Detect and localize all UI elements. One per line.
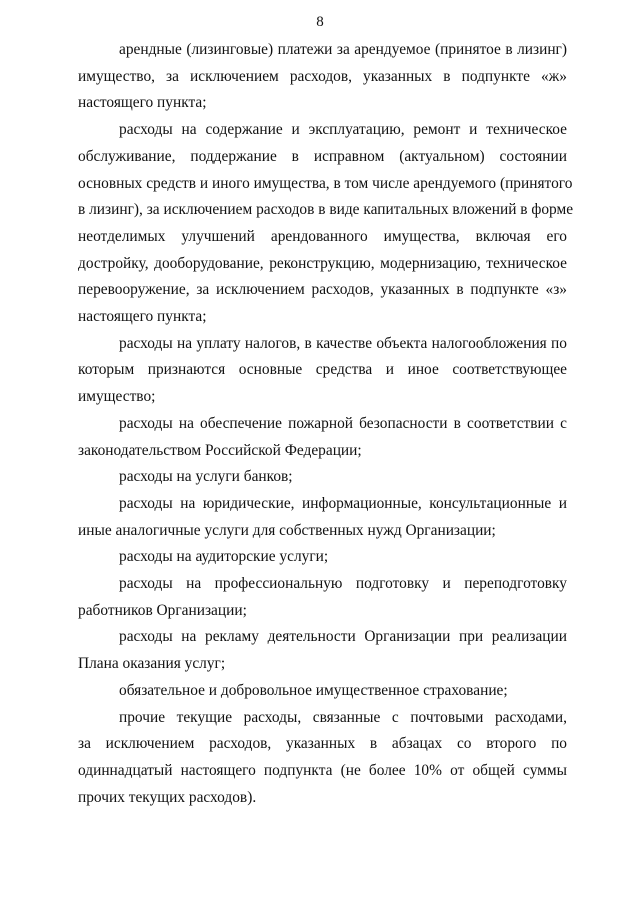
text-line: расходы на юридические, информационные, консультационные и <box>119 494 567 512</box>
text-line: расходы на обеспечение пожарной безопасности в соответствии с <box>119 414 567 432</box>
paragraph <box>78 411 567 464</box>
text-line: одиннадцатый настоящего подпункта (не более 10% от общей суммы <box>78 761 567 779</box>
text-line: которым признаются основные средства и иное соответствующее <box>78 361 567 379</box>
paragraph <box>78 37 567 117</box>
paragraph <box>78 678 567 705</box>
document-body <box>78 37 574 811</box>
text-line: расходы на содержание и эксплуатацию, ремонт и техническое <box>119 121 567 139</box>
text-line: законодательством Российской Федерации; <box>78 441 362 459</box>
text-line: расходы на уплату налогов, в качестве объекта налогообложения по <box>119 334 567 352</box>
text-line: перевооружение, за исключением расходов, указанных в подпункте «з» <box>78 281 567 299</box>
text-line: расходы на профессиональную подготовку и переподготовку <box>119 575 567 593</box>
paragraph <box>78 491 567 544</box>
text-line: обслуживание, поддержание в исправном (актуальном) состоянии <box>78 147 567 165</box>
paragraph <box>78 624 567 677</box>
text-line: за исключением расходов, указанных в абзацах со второго по <box>78 735 567 753</box>
paragraph <box>78 117 574 331</box>
text-line: расходы на услуги банков; <box>119 468 293 486</box>
text-line: основных средств и иного имущества, в том числе арендуемого (принятого <box>78 174 573 192</box>
paragraph <box>78 705 567 812</box>
text-line: арендные (лизинговые) платежи за арендуемое (принятое в лизинг) <box>119 41 567 58</box>
text-line: настоящего пункта; <box>78 94 207 112</box>
text-line: иные аналогичные услуги для собственных нужд Организации; <box>78 521 496 539</box>
text-line: прочие текущие расходы, связанные с почтовыми расходами, <box>119 708 567 726</box>
paragraph <box>78 571 567 624</box>
text-line: расходы на аудиторские услуги; <box>119 548 329 566</box>
paragraph <box>78 464 567 491</box>
text-line: в лизинг), за исключением расходов в виде капитальных вложений в форме <box>78 201 574 219</box>
text-line: достройку, дооборудование, реконструкцию, модернизацию, техническое <box>78 254 567 272</box>
text-line: Плана оказания услуг; <box>78 655 226 673</box>
text-line: работников Организации; <box>78 601 247 619</box>
text-line: прочих текущих расходов). <box>78 788 257 806</box>
page-number: 8 <box>316 14 324 30</box>
paragraph <box>78 331 567 411</box>
text-line: настоящего пункта; <box>78 308 207 326</box>
text-line: имущество, за исключением расходов, указанных в подпункте «ж» <box>78 67 567 85</box>
text-line: обязательное и добровольное имущественное страхование; <box>119 681 508 699</box>
text-line: неотделимых улучшений арендованного имущества, включая его <box>78 227 567 245</box>
text-line: расходы на рекламу деятельности Организации при реализации <box>119 628 567 646</box>
text-line: имущество; <box>78 388 156 406</box>
paragraph <box>78 544 567 571</box>
